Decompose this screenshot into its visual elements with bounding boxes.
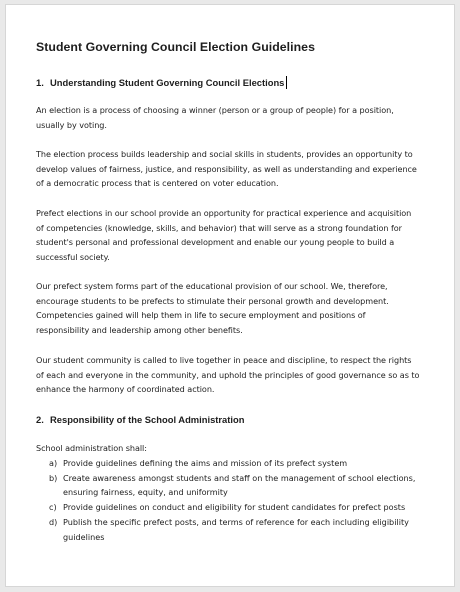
list-item-line: Publish the specific prefect posts, and terms of reference for each including eligibility — [63, 516, 409, 527]
paragraph-student-community — [36, 353, 432, 397]
list-item-line: Provide guidelines defining the aims and mission of its prefect system — [63, 458, 348, 468]
paragraph-line: Prefect elections in our school provide an opportunity for practical experience and acquisition — [36, 208, 412, 218]
list-item — [49, 456, 439, 471]
section-1-heading — [36, 76, 287, 89]
section-2-heading-text: Responsibility of the School Administration — [50, 414, 245, 425]
paragraph-line: The election process builds leadership and social skills in students, provides an opportunity to — [36, 149, 413, 159]
responsibility-list — [49, 456, 439, 544]
document-title: Student Governing Council Election Guidelines — [36, 40, 315, 54]
paragraph-line: usually by voting. — [36, 119, 107, 130]
section-1-heading-text: Understanding Student Governing Council Elections — [50, 77, 285, 88]
section-2-intro — [36, 441, 432, 456]
section-2-heading — [36, 414, 244, 425]
list-item — [49, 471, 439, 500]
paragraph-line: School administration shall: — [36, 443, 147, 453]
paragraph-election-definition — [36, 103, 432, 132]
paragraph-line: Our prefect system forms part of the educational provision of our school. We, therefore, — [36, 281, 388, 291]
list-item-line: Create awareness amongst students and staff on the management of school elections, — [63, 472, 416, 483]
list-item-line: Provide guidelines on conduct and eligibility for student candidates for prefect posts — [63, 502, 406, 513]
list-item-letter: c) — [49, 502, 57, 513]
list-item — [49, 515, 439, 544]
paragraph-line: encourage students to be prefects to stimulate their personal growth and development. — [36, 295, 389, 306]
paragraph-election-process — [36, 147, 432, 191]
paragraph-line: student's personal and professional development and enable our young people to build a — [36, 237, 395, 248]
list-item-letter: a) — [49, 458, 58, 468]
list-item-letter: b) — [49, 472, 58, 483]
paragraph-line: successful society. — [36, 252, 110, 263]
paragraph-line: responsibility and leadership among other benefits. — [36, 325, 243, 336]
section-2-number: 2. — [36, 414, 44, 425]
list-item-letter: d) — [49, 516, 58, 527]
list-item-line: guidelines — [63, 531, 105, 542]
text-cursor — [286, 76, 287, 89]
list-item — [49, 500, 439, 515]
paragraph-prefect-elections — [36, 206, 432, 265]
paragraph-prefect-system — [36, 279, 432, 338]
section-1-number: 1. — [36, 77, 44, 88]
list-item-line: ensuring fairness, equity, and uniformity — [63, 487, 228, 498]
paragraph-line: develop values of fairness, justice, and responsibility, as well as understanding and experience — [36, 163, 417, 174]
paragraph-line: Competencies gained will help them in life to secure employment and positions of — [36, 310, 366, 321]
paragraph-line: of each and everyone in the community, and uphold the principles of good governance so as to — [36, 369, 420, 380]
paragraph-line: of a democratic process that is centered on voter education. — [36, 178, 279, 189]
paragraph-line: Our student community is called to live together in peace and discipline, to respect the rights — [36, 355, 412, 365]
paragraph-line: of competencies (knowledge, skills, and behavior) that will serve as a strong foundation for — [36, 222, 402, 233]
paragraph-line: enhance the harmony of coordinated action. — [36, 384, 215, 395]
document-page[interactable] — [5, 4, 455, 587]
paragraph-line: An election is a process of choosing a winner (person or a group of people) for a position, — [36, 105, 394, 115]
